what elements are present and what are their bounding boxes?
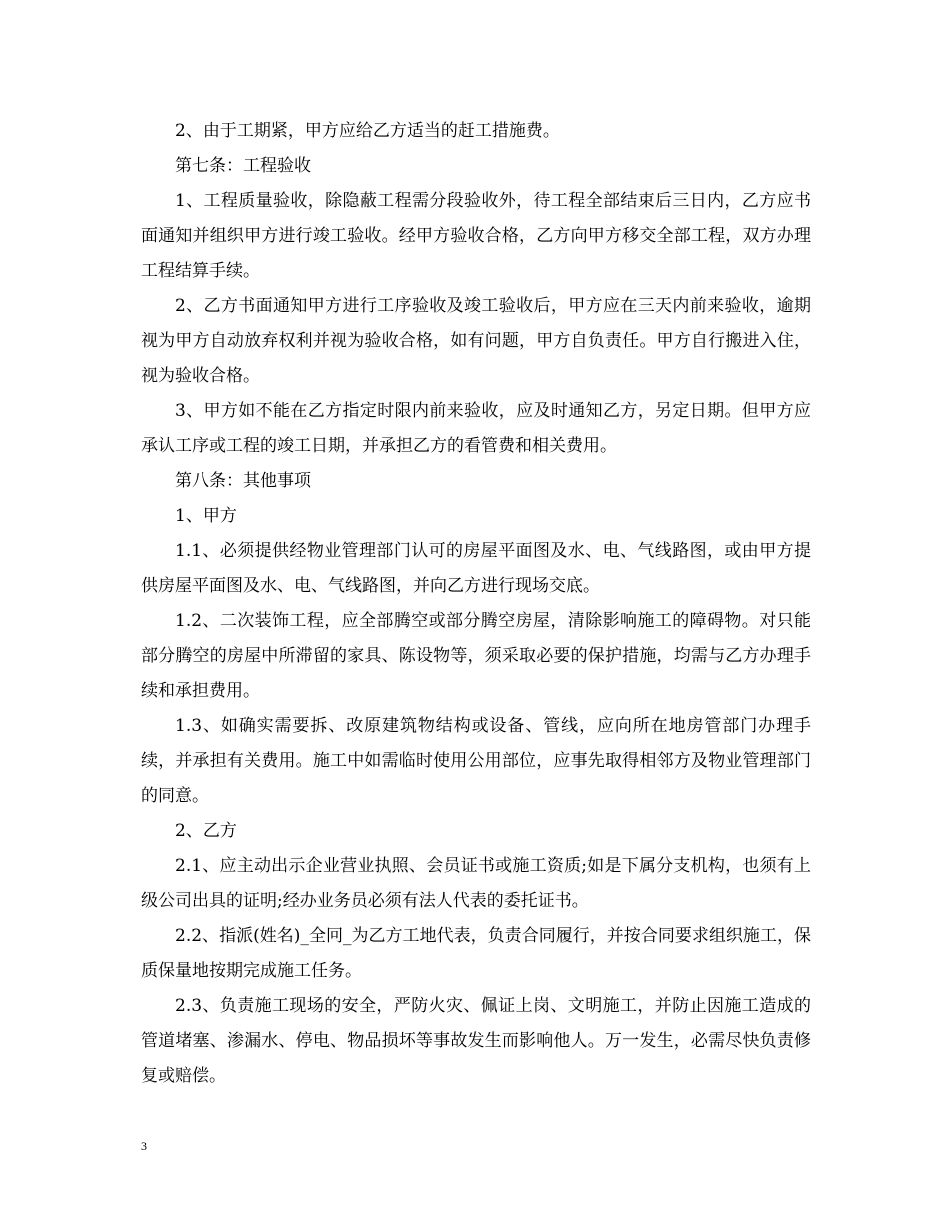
subsection-heading: 2、乙方 [175,821,237,841]
paragraph: 1.3、如确实需要拆、改原建筑物结构或设备、管线，应向所在地房管部门办理手续，并承担有关费用。施工中如需临时使用公用部位，应事先取得相邻方及物业管理部门的同意。 [141,716,811,806]
paragraph: 2、由于工期紧，甲方应给乙方适当的赶工措施费。 [175,121,560,141]
paragraph: 2.2、指派(姓名)_全冋_为乙方工地代表，负责合同履行，并按合同要求组织施工，保质保量地按期完成施工任务。 [141,926,811,981]
paragraph: 1、工程质量验收，除隐蔽工程需分段验收外，待工程全部结束后三日内，乙方应书面通知并组织甲方进行竣工验收。经甲方验收合格，乙方向甲方移交全部工程，双方办理工程结算手续。 [141,191,811,281]
paragraph: 2、乙方书面通知甲方进行工序验收及竣工验收后，甲方应在三天内前来验收，逾期视为甲方自动放弃权利并视为验收合格，如有问题，甲方自负责任。甲方自行搬进入住，视为验收合格。 [141,296,811,386]
subsection-heading: 1、甲方 [175,506,237,526]
paragraph: 1.2、二次装饰工程，应全部腾空或部分腾空房屋，清除影响施工的障碍物。对只能部分腾空的房屋中所滞留的家具、陈设物等，须采取必要的保护措施，均需与乙方办理手续和承担费用。 [141,611,811,701]
paragraph: 3、甲方如不能在乙方指定时限内前来验收，应及时通知乙方，另定日期。但甲方应承认工序或工程的竣工日期，并承担乙方的看管费和相关费用。 [141,401,811,456]
paragraph: 2.3、负责施工现场的安全，严防火灾、佩证上岗、文明施工，并防止因施工造成的管道堵塞、渗漏水、停电、物品损坏等事故发生而影响他人。万一发生，必需尽快负责修复或赔偿。 [141,996,811,1086]
section-heading: 第八条：其他事项 [175,471,311,491]
paragraph: 2.1、应主动出示企业营业执照、会员证书或施工资质;如是下属分支机构，也须有上级公司出具的证明;经办业务员必须有法人代表的委托证书。 [141,856,811,911]
page-number: 3 [141,1139,147,1153]
document-body [141,114,811,1094]
section-heading: 第七条：工程验收 [175,156,311,176]
paragraph: 1.1、必须提供经物业管理部门认可的房屋平面图及水、电、气线路图，或由甲方提供房屋平面图及水、电、气线路图，并向乙方进行现场交底。 [141,541,811,596]
